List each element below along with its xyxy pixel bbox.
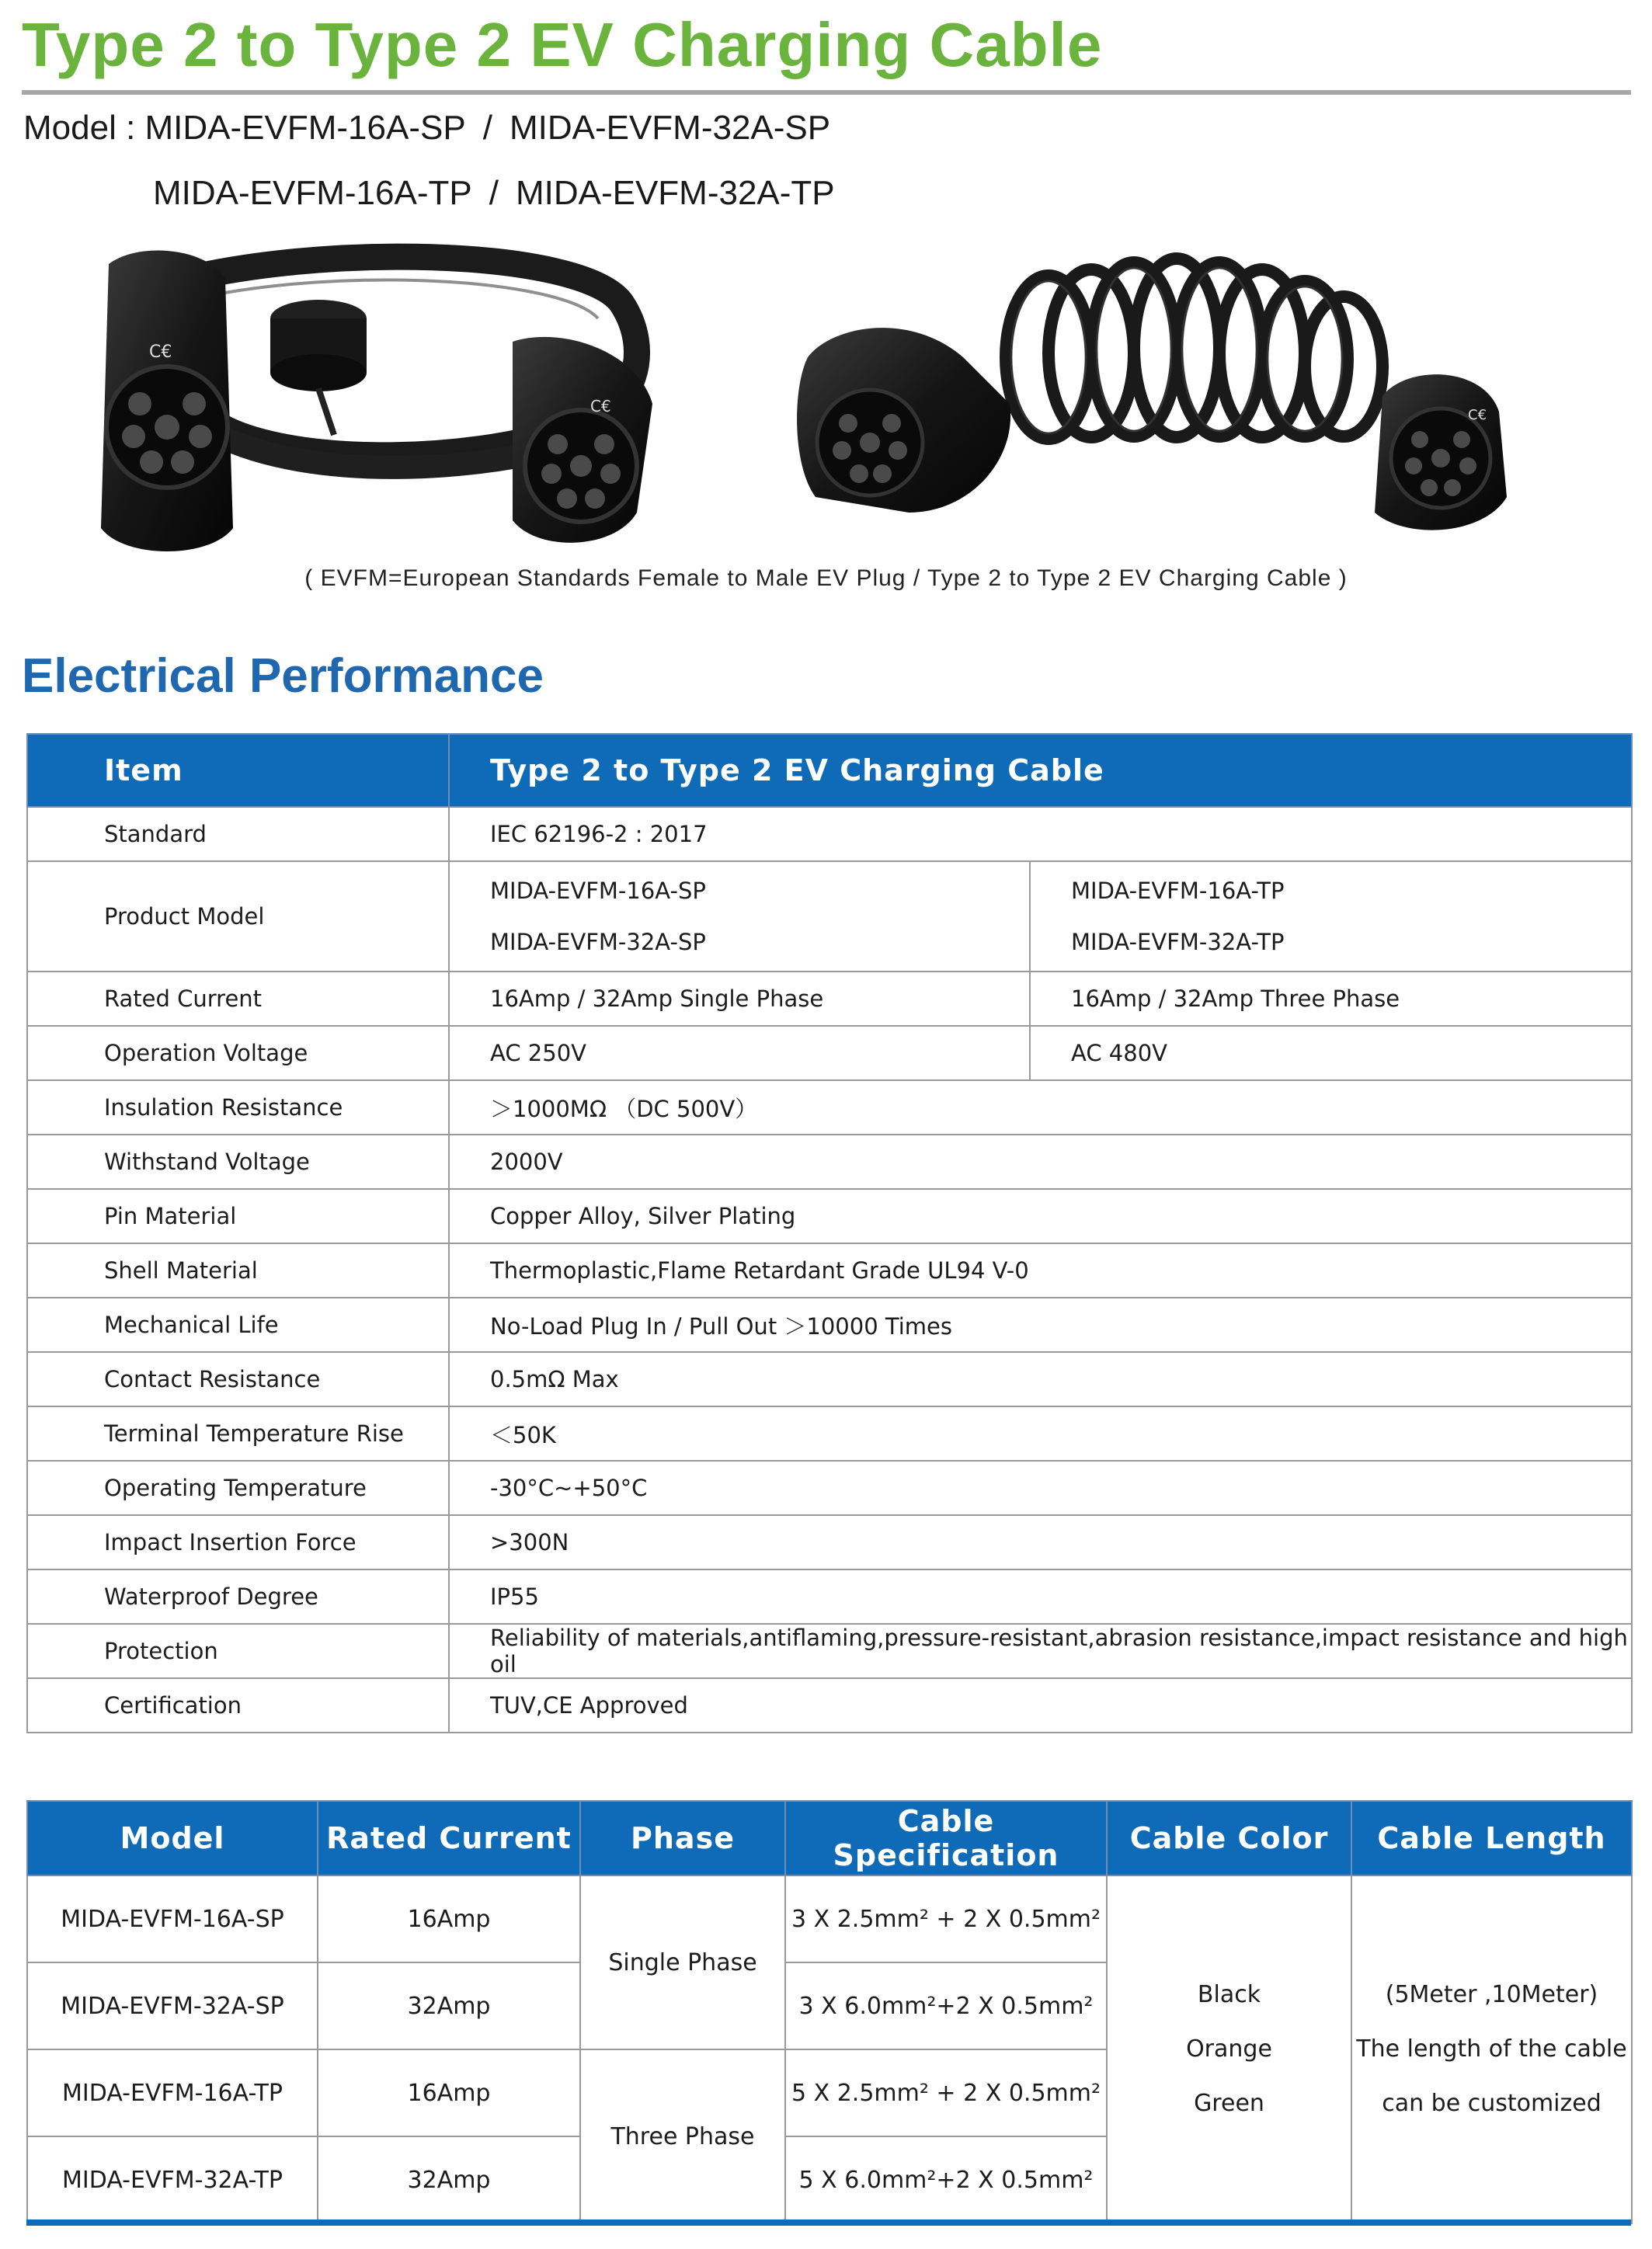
row-value: TUV,CE Approved xyxy=(449,1678,1632,1733)
row-value xyxy=(449,861,1030,972)
svg-text:C€: C€ xyxy=(149,342,172,362)
row-label: Rated Current xyxy=(27,972,449,1026)
table-row xyxy=(27,1080,1632,1135)
cable-color-cell xyxy=(1107,1875,1351,2223)
title-divider xyxy=(22,90,1631,95)
table-row xyxy=(27,1875,1632,1962)
section-title: Electrical Performance xyxy=(22,649,544,703)
row-label: Terminal Temperature Rise xyxy=(27,1406,449,1461)
table-row xyxy=(27,1569,1632,1624)
row-value: 16Amp / 32Amp Single Phase xyxy=(449,972,1030,1026)
length-text: (5Meter ,10Meter) xyxy=(1385,1981,1598,2008)
model-name: MIDA-EVFM-32A-TP xyxy=(515,174,835,212)
table-row xyxy=(27,861,1632,972)
page-title: Type 2 to Type 2 EV Charging Cable xyxy=(22,10,1103,79)
spec-cell: 3 X 2.5mm² + 2 X 0.5mm² xyxy=(785,1875,1107,1962)
row-value: No-Load Plug In / Pull Out ＞10000 Times xyxy=(449,1298,1632,1352)
table-row xyxy=(27,1135,1632,1189)
model-specification-table xyxy=(26,1800,1633,2224)
model-name: MIDA-EVFM-32A-SP xyxy=(490,929,706,955)
phase-cell: Single Phase xyxy=(580,1875,785,2049)
row-value: AC 480V xyxy=(1030,1026,1632,1080)
row-value: IEC 62196-2 : 2017 xyxy=(449,807,1632,861)
table-header-row xyxy=(27,1801,1632,1875)
cable-length-cell xyxy=(1351,1875,1632,2223)
row-value: Reliability of materials,antiflaming,pressure-resistant,abrasion resistance,impact resistance and high oil xyxy=(449,1624,1632,1678)
phase-cell: Three Phase xyxy=(580,2049,785,2223)
model-cell: MIDA-EVFM-32A-SP xyxy=(27,1962,318,2049)
table-row xyxy=(27,1406,1632,1461)
row-label: Withstand Voltage xyxy=(27,1135,449,1189)
table-row xyxy=(27,1298,1632,1352)
table-row xyxy=(27,1461,1632,1515)
table-row xyxy=(27,1243,1632,1298)
current-cell: 16Amp xyxy=(318,1875,580,1962)
color-option: Green xyxy=(1194,2090,1264,2117)
table-row xyxy=(27,1189,1632,1243)
table-row xyxy=(27,807,1632,861)
column-header-phase: Phase xyxy=(580,1801,785,1875)
model-name: MIDA-EVFM-16A-SP xyxy=(144,109,466,147)
length-text: The length of the cable xyxy=(1356,2035,1627,2063)
column-header-item: Item xyxy=(27,734,449,807)
row-label: Pin Material xyxy=(27,1189,449,1243)
row-label: Operating Temperature xyxy=(27,1461,449,1515)
spec-cell: 3 X 6.0mm²+2 X 0.5mm² xyxy=(785,1962,1107,2049)
row-label: Insulation Resistance xyxy=(27,1080,449,1135)
model-line-1 xyxy=(23,109,830,148)
current-cell: 32Amp xyxy=(318,2136,580,2223)
column-header-cable-color: Cable Color xyxy=(1107,1801,1351,1875)
table-header-row xyxy=(27,734,1632,807)
row-label: Protection xyxy=(27,1624,449,1678)
row-value xyxy=(1030,861,1632,972)
row-label: Shell Material xyxy=(27,1243,449,1298)
row-value: AC 250V xyxy=(449,1026,1030,1080)
svg-text:C€: C€ xyxy=(590,397,611,415)
bottom-divider xyxy=(26,2219,1631,2226)
model-name: MIDA-EVFM-16A-TP xyxy=(1071,878,1285,904)
row-value: ＜50K xyxy=(449,1406,1632,1461)
model-cell: MIDA-EVFM-16A-TP xyxy=(27,2049,318,2136)
row-label: Operation Voltage xyxy=(27,1026,449,1080)
photo-caption: ( EVFM=European Standards Female to Male EV Plug / Type 2 to Type 2 EV Charging Cable ) xyxy=(304,565,1348,591)
column-header-cable-spec: Cable Specification xyxy=(785,1801,1107,1875)
svg-text:C€: C€ xyxy=(1468,407,1487,423)
current-cell: 16Amp xyxy=(318,2049,580,2136)
row-value: Copper Alloy, Silver Plating xyxy=(449,1189,1632,1243)
model-line-2 xyxy=(153,174,835,213)
row-value: IP55 xyxy=(449,1569,1632,1624)
model-separator: / xyxy=(482,109,492,147)
table-row xyxy=(27,1678,1632,1733)
spec-cell: 5 X 6.0mm²+2 X 0.5mm² xyxy=(785,2136,1107,2223)
table-row xyxy=(27,1624,1632,1678)
current-cell: 32Amp xyxy=(318,1962,580,2049)
column-header-value: Type 2 to Type 2 EV Charging Cable xyxy=(449,734,1632,807)
row-value: Thermoplastic,Flame Retardant Grade UL94 V-0 xyxy=(449,1243,1632,1298)
row-value: -30°C~+50°C xyxy=(449,1461,1632,1515)
column-header-cable-length: Cable Length xyxy=(1351,1801,1632,1875)
row-value: 16Amp / 32Amp Three Phase xyxy=(1030,972,1632,1026)
table-row xyxy=(27,972,1632,1026)
model-name: MIDA-EVFM-16A-TP xyxy=(153,174,472,212)
row-label: Contact Resistance xyxy=(27,1352,449,1406)
row-value: >300N xyxy=(449,1515,1632,1569)
model-cell: MIDA-EVFM-16A-SP xyxy=(27,1875,318,1962)
length-text: can be customized xyxy=(1382,2090,1602,2117)
model-name: MIDA-EVFM-16A-SP xyxy=(490,878,706,904)
model-separator: / xyxy=(489,174,499,212)
electrical-performance-table xyxy=(26,733,1633,1733)
row-label: Standard xyxy=(27,807,449,861)
column-header-rated-current: Rated Current xyxy=(318,1801,580,1875)
model-name: MIDA-EVFM-32A-SP xyxy=(509,109,831,147)
table-row xyxy=(27,1026,1632,1080)
table-row xyxy=(27,1352,1632,1406)
color-option: Orange xyxy=(1186,2035,1272,2063)
row-value: 0.5mΩ Max xyxy=(449,1352,1632,1406)
color-option: Black xyxy=(1197,1981,1261,2008)
coiled-cable-photo xyxy=(784,233,1530,544)
row-value: ＞1000MΩ （DC 500V） xyxy=(449,1080,1632,1135)
row-label: Impact Insertion Force xyxy=(27,1515,449,1569)
spec-cell: 5 X 2.5mm² + 2 X 0.5mm² xyxy=(785,2049,1107,2136)
model-name: MIDA-EVFM-32A-TP xyxy=(1071,929,1285,955)
column-header-model: Model xyxy=(27,1801,318,1875)
row-label: Mechanical Life xyxy=(27,1298,449,1352)
row-label: Waterproof Degree xyxy=(27,1569,449,1624)
table-row xyxy=(27,1515,1632,1569)
row-value: 2000V xyxy=(449,1135,1632,1189)
straight-cable-photo xyxy=(78,233,683,567)
row-label: Product Model xyxy=(27,861,449,972)
row-label: Certification xyxy=(27,1678,449,1733)
model-prefix: Model : xyxy=(23,109,136,147)
model-cell: MIDA-EVFM-32A-TP xyxy=(27,2136,318,2223)
